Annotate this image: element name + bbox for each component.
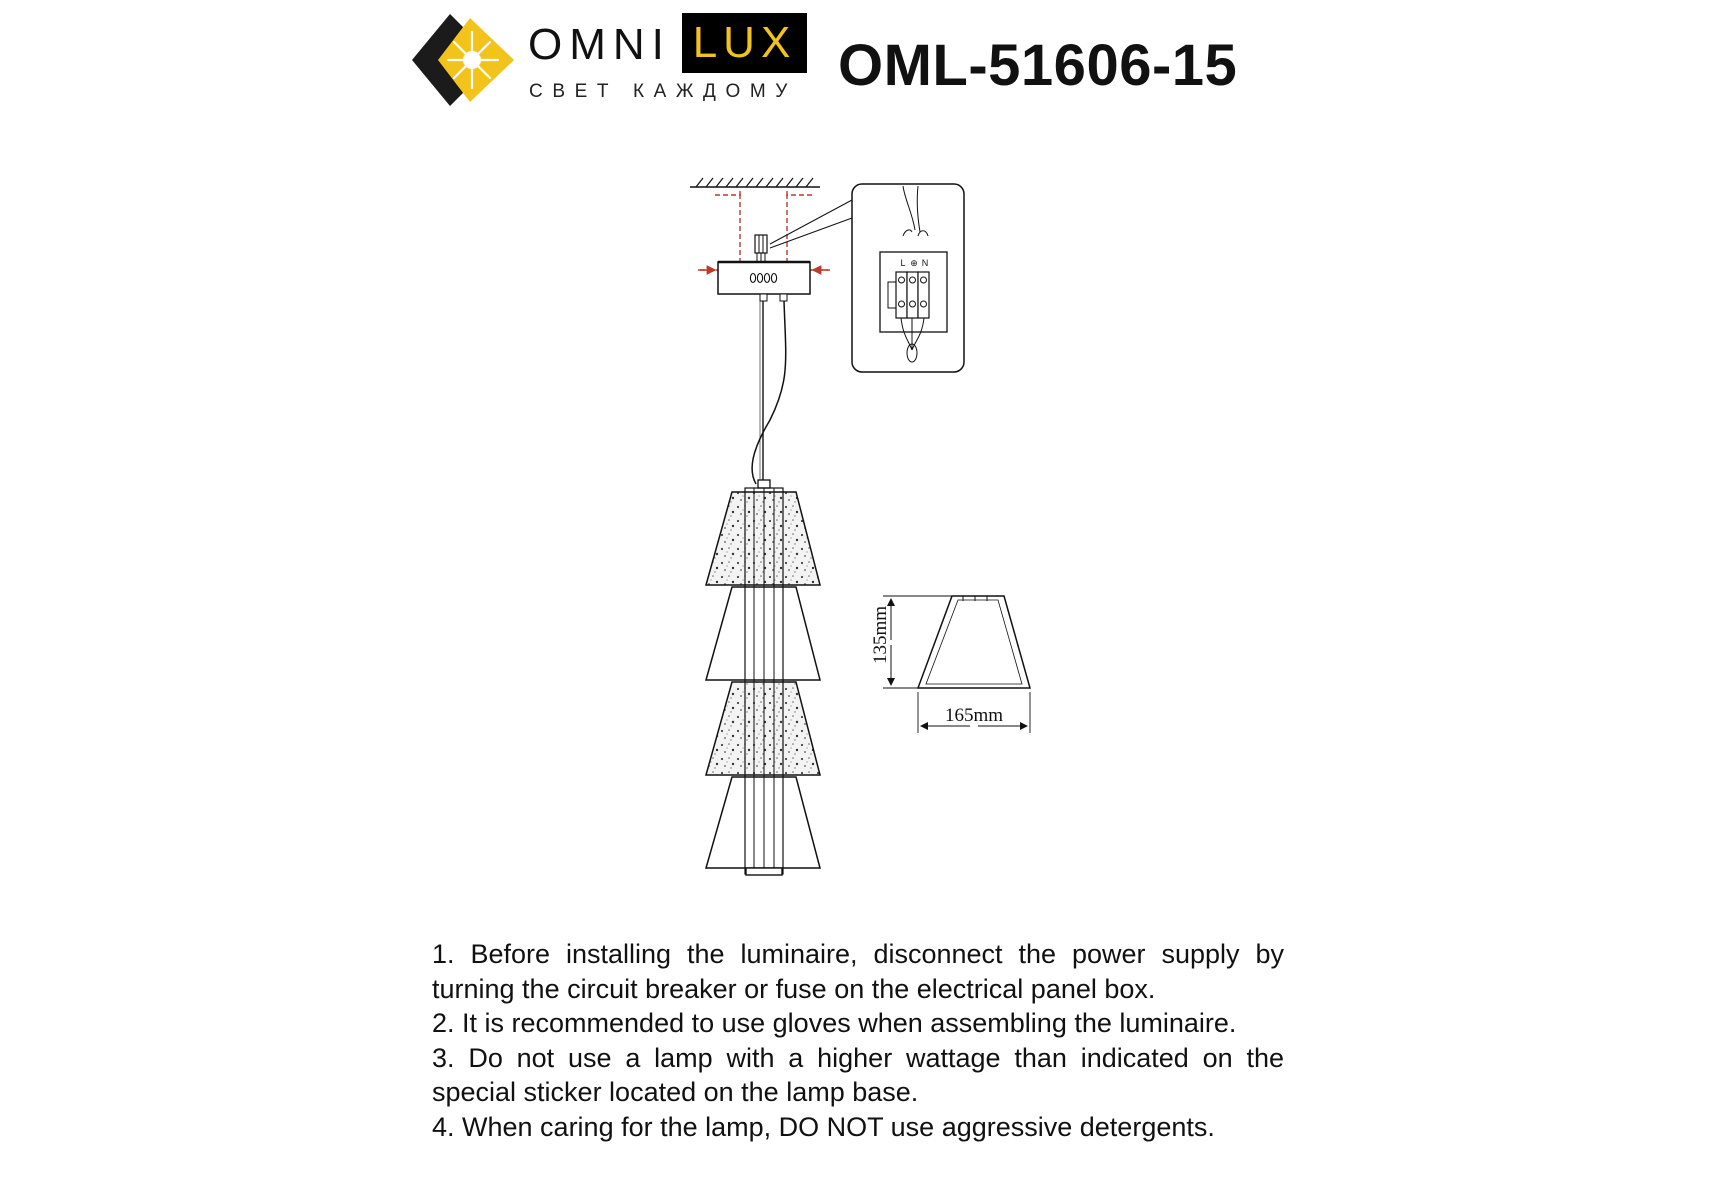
pendant-lamp bbox=[706, 480, 820, 875]
wiring-detail-zoom bbox=[852, 184, 964, 372]
safety-instructions bbox=[432, 937, 1284, 1144]
terminal-l-label: L bbox=[900, 258, 906, 268]
instruction-item: 4. When caring for the lamp, DO NOT use aggressive detergents. bbox=[432, 1111, 1215, 1142]
mounting-bracket bbox=[700, 187, 828, 270]
instruction-item: 1. Before installing the luminaire, disconnect the power supply by turning the circuit breaker or fuse on the electrical panel box. bbox=[432, 939, 1284, 1004]
brand-name-lux: LUX bbox=[682, 13, 807, 73]
width-dimension-label: 165mm bbox=[944, 705, 1004, 726]
terminal-n-label: N bbox=[921, 258, 929, 268]
height-dimension-label: 135mm bbox=[870, 605, 891, 664]
instruction-item: 2. It is recommended to use gloves when assembling the luminaire. bbox=[432, 1008, 1237, 1038]
brand-tagline: СВЕТ КАЖДОМУ bbox=[529, 81, 797, 102]
ceiling bbox=[690, 178, 820, 187]
shade-dimension-drawing bbox=[870, 596, 1030, 733]
model-number: OML-51606-15 bbox=[838, 33, 1238, 98]
brand-name-omni: OMNI bbox=[528, 20, 671, 69]
terminal-ground-label: ⊕ bbox=[910, 258, 918, 268]
instruction-item: 3. Do not use a lamp with a higher wattage than indicated on the special sticker located on the lamp base. bbox=[432, 1042, 1284, 1107]
canopy bbox=[718, 235, 810, 301]
